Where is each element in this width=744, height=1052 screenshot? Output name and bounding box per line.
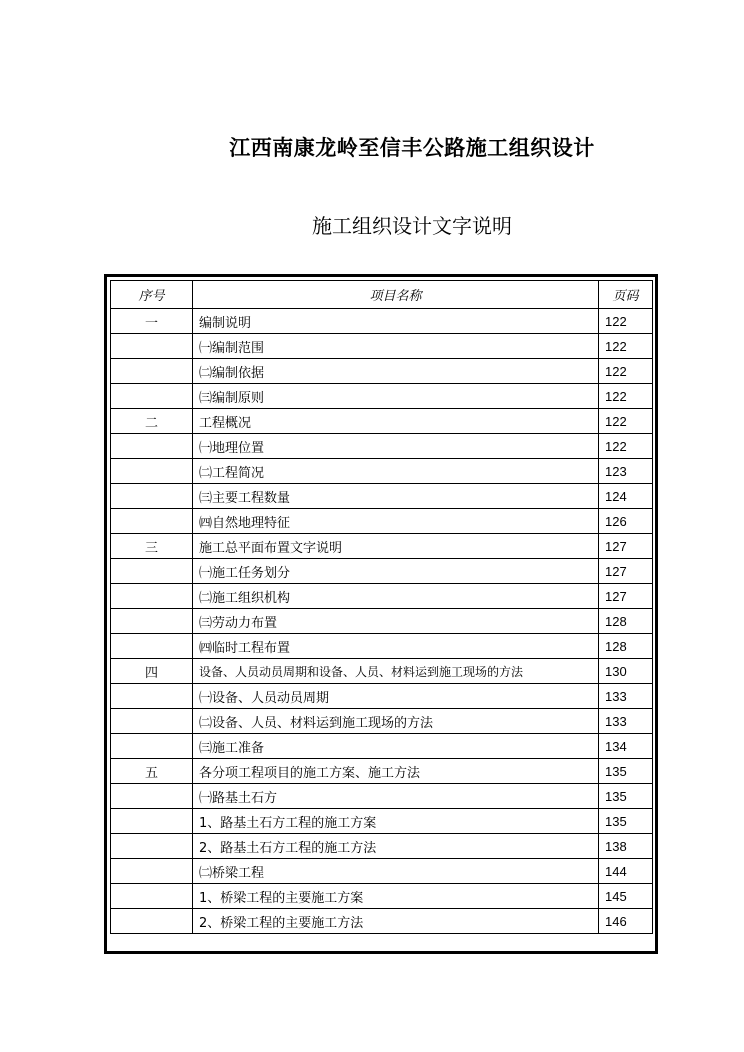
toc-row xyxy=(111,359,653,384)
toc-row xyxy=(111,409,653,434)
toc-row-page: 135 xyxy=(599,784,653,809)
toc-row-number xyxy=(111,609,193,634)
toc-row xyxy=(111,459,653,484)
toc-row-page: 127 xyxy=(599,534,653,559)
toc-row-item-name: 工程概况 xyxy=(193,409,599,434)
toc-row-number xyxy=(111,834,193,859)
toc-row-number xyxy=(111,684,193,709)
toc-body xyxy=(111,309,653,934)
toc-row xyxy=(111,784,653,809)
toc-row-item-name: ㈠施工任务划分 xyxy=(193,559,599,584)
toc-row xyxy=(111,634,653,659)
toc-row-number: 四 xyxy=(111,659,193,684)
toc-row-page: 130 xyxy=(599,659,653,684)
toc-row-item-name: 1、路基土石方工程的施工方案 xyxy=(193,809,599,834)
toc-row-page: 127 xyxy=(599,559,653,584)
toc-row xyxy=(111,609,653,634)
toc-row xyxy=(111,584,653,609)
toc-row xyxy=(111,859,653,884)
toc-row-number xyxy=(111,709,193,734)
toc-row-item-name: ㈢编制原则 xyxy=(193,384,599,409)
toc-row-number xyxy=(111,459,193,484)
toc-table xyxy=(110,280,653,934)
toc-row xyxy=(111,559,653,584)
toc-row-page: 135 xyxy=(599,759,653,784)
toc-row-item-name: ㈣临时工程布置 xyxy=(193,634,599,659)
toc-row-page: 134 xyxy=(599,734,653,759)
toc-row-item-name: ㈡设备、人员、材料运到施工现场的方法 xyxy=(193,709,599,734)
toc-row-number xyxy=(111,809,193,834)
toc-row xyxy=(111,484,653,509)
toc-row-item-name: 编制说明 xyxy=(193,309,599,334)
header-number: 序号 xyxy=(111,281,193,309)
toc-row-item-name: ㈠路基土石方 xyxy=(193,784,599,809)
toc-row xyxy=(111,384,653,409)
toc-row-page: 144 xyxy=(599,859,653,884)
toc-row-item-name: ㈣自然地理特征 xyxy=(193,509,599,534)
toc-row-page: 122 xyxy=(599,434,653,459)
toc-row-item-name: 施工总平面布置文字说明 xyxy=(193,534,599,559)
toc-row-page: 123 xyxy=(599,459,653,484)
toc-row xyxy=(111,834,653,859)
toc-row-number xyxy=(111,584,193,609)
toc-row-page: 122 xyxy=(599,409,653,434)
toc-row-item-name: 2、路基土石方工程的施工方法 xyxy=(193,834,599,859)
toc-row-page: 138 xyxy=(599,834,653,859)
toc-row-item-name: ㈢主要工程数量 xyxy=(193,484,599,509)
toc-row-number xyxy=(111,859,193,884)
toc-row-page: 126 xyxy=(599,509,653,534)
toc-row-item-name: ㈡编制依据 xyxy=(193,359,599,384)
header-item-name: 项目名称 xyxy=(193,281,599,309)
toc-row-page: 145 xyxy=(599,884,653,909)
toc-header-row xyxy=(111,281,653,309)
toc-row xyxy=(111,684,653,709)
toc-row xyxy=(111,434,653,459)
toc-row-page: 133 xyxy=(599,684,653,709)
toc-row-number: 二 xyxy=(111,409,193,434)
toc-row-page: 146 xyxy=(599,909,653,934)
toc-row xyxy=(111,534,653,559)
toc-row-item-name: 设备、人员动员周期和设备、人员、材料运到施工现场的方法 xyxy=(193,659,599,684)
document-title: 江西南康龙岭至信丰公路施工组织设计 xyxy=(229,136,595,160)
toc-row-number xyxy=(111,909,193,934)
toc-row-page: 128 xyxy=(599,634,653,659)
header-page: 页码 xyxy=(599,281,653,309)
toc-row-number xyxy=(111,559,193,584)
toc-row xyxy=(111,809,653,834)
toc-row-item-name: ㈡桥梁工程 xyxy=(193,859,599,884)
toc-row-page: 122 xyxy=(599,334,653,359)
toc-row xyxy=(111,334,653,359)
toc-row-item-name: 各分项工程项目的施工方案、施工方法 xyxy=(193,759,599,784)
toc-row xyxy=(111,709,653,734)
toc-row-page: 122 xyxy=(599,359,653,384)
toc-row-number xyxy=(111,734,193,759)
toc-row-item-name: 2、桥梁工程的主要施工方法 xyxy=(193,909,599,934)
toc-row-page: 124 xyxy=(599,484,653,509)
toc-row-page: 122 xyxy=(599,309,653,334)
toc-row-item-name: ㈢劳动力布置 xyxy=(193,609,599,634)
toc-row-number xyxy=(111,509,193,534)
toc-row xyxy=(111,734,653,759)
toc-row-page: 135 xyxy=(599,809,653,834)
toc-row-page: 128 xyxy=(599,609,653,634)
toc-row xyxy=(111,309,653,334)
toc-row xyxy=(111,509,653,534)
toc-row-page: 127 xyxy=(599,584,653,609)
toc-row-item-name: ㈡工程简况 xyxy=(193,459,599,484)
toc-row xyxy=(111,909,653,934)
toc-row-number xyxy=(111,784,193,809)
toc-row-page: 122 xyxy=(599,384,653,409)
toc-row-number xyxy=(111,484,193,509)
toc-row-number: 一 xyxy=(111,309,193,334)
toc-row-number xyxy=(111,334,193,359)
toc-row-item-name: ㈠设备、人员动员周期 xyxy=(193,684,599,709)
toc-table-frame xyxy=(104,274,658,954)
toc-row-item-name: 1、桥梁工程的主要施工方案 xyxy=(193,884,599,909)
toc-row-number: 三 xyxy=(111,534,193,559)
document-subtitle: 施工组织设计文字说明 xyxy=(312,214,512,238)
toc-row xyxy=(111,759,653,784)
toc-row-item-name: ㈠编制范围 xyxy=(193,334,599,359)
toc-row-number xyxy=(111,434,193,459)
toc-row-number xyxy=(111,884,193,909)
toc-row-number xyxy=(111,634,193,659)
toc-row-number xyxy=(111,359,193,384)
toc-row xyxy=(111,884,653,909)
toc-row-item-name: ㈠地理位置 xyxy=(193,434,599,459)
toc-row-page: 133 xyxy=(599,709,653,734)
toc-row-item-name: ㈡施工组织机构 xyxy=(193,584,599,609)
toc-row-number xyxy=(111,384,193,409)
toc-row-number: 五 xyxy=(111,759,193,784)
toc-row xyxy=(111,659,653,684)
toc-row-item-name: ㈢施工准备 xyxy=(193,734,599,759)
